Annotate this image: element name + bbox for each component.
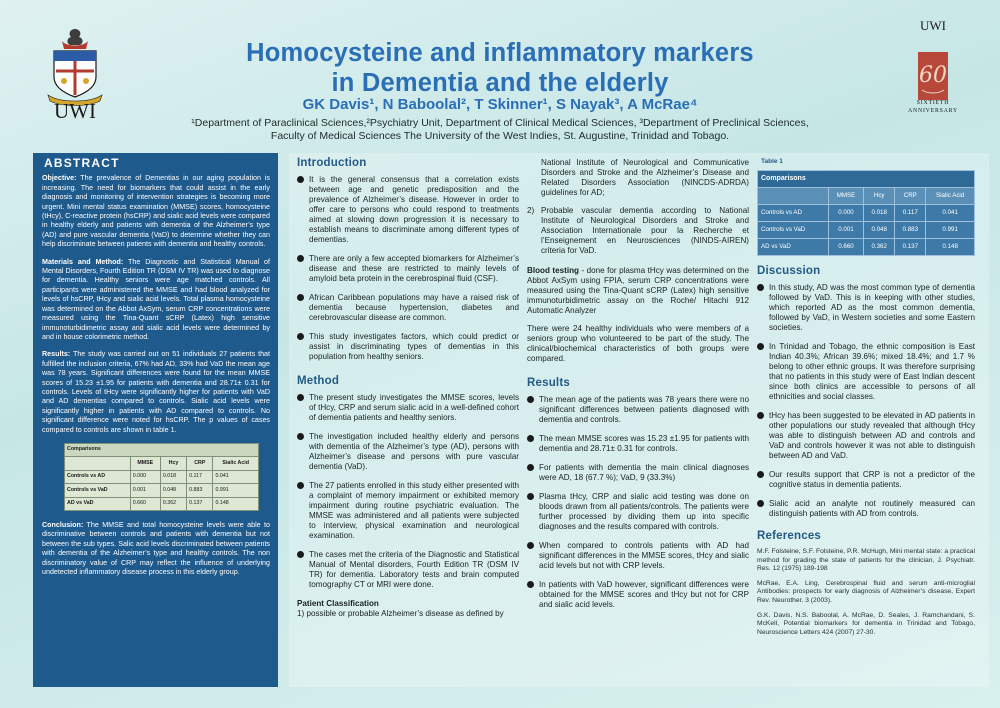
blood-testing-label: Blood testing xyxy=(527,266,579,275)
reference-item: M.F. Folsteine, S.F. Folsteine, P.R. McHugh, Mini mental state: a practical method for grading the state of patients for the clinician, J. Psychiatr. Res. 12 (1975) 189-198 xyxy=(757,548,975,573)
list-item xyxy=(527,541,749,571)
table-header-cell xyxy=(65,457,131,470)
anniversary-label-1: SIXTIETH xyxy=(916,100,950,106)
patient-classification-item-1: 1) possible or probable Alzheimer’s disease as defined by xyxy=(297,609,504,618)
bullet-text: This study investigates factors, which could predict or assist in discriminating types of dementias in this population from healthy seniors. xyxy=(309,332,519,361)
abstract-heading: ABSTRACT xyxy=(44,156,120,170)
bullet-text: tHcy has been suggested to be elevated in AD patients in other populations our study revealed that although tHcy was able to distinguish between AD and controls and VaD and controls however it was not able to distinguish between AD and VaD. xyxy=(769,411,975,460)
conclusion-text: The MMSE and total homocysteine levels were able to discriminative between controls and patients with dementia but not between the sub types. Salic acid levels discriminated between patients with dementia of the Alzheimer’s type and healthy controls. The non discriminatory value of CRP may reflect the influence of underlying undetected inflammatory disease process in this elderly group. xyxy=(42,521,270,577)
bullet-text: The present study investigates the MMSE scores, levels of tHcy, CRP and serum sialic acid in a well-defined cohort of dementia patients and healthy seniors. xyxy=(309,393,519,422)
table-cell: 0.362 xyxy=(160,497,186,510)
item-number: 2) xyxy=(527,206,535,215)
table-cell: 0.660 xyxy=(130,497,160,510)
list-item xyxy=(527,463,749,483)
table-header-cell: Hcy xyxy=(864,188,895,205)
references-heading: References xyxy=(757,530,822,542)
table-header-row xyxy=(758,188,975,205)
table-header-row xyxy=(65,457,259,470)
table-row xyxy=(758,239,975,256)
table-cell: Controls vs VaD xyxy=(65,484,131,497)
bullet-icon xyxy=(297,176,304,183)
table-cell: AD vs VaD xyxy=(65,497,131,510)
bullet-text: Sialic acid an analyte not routinely measured can distinguish patients with AD from controls. xyxy=(769,499,975,518)
classification-continuation: National Institute of Neurological and Communicative Disorders and Stroke and the Alzheimer’s Disease and Related Disorders Association (NINCDS-ADRDA) guidelines for AD; xyxy=(541,158,749,197)
bullet-text: In Trinidad and Tobago, the ethnic composition is East Indian 40.3%; African 39.6%; mixed 18.4%; and 1.7 % belong to other ethnic groups. It was therefore surprising that no patients in this study were of East Indian descent since both clinics are accessible to persons of all ethnicities and social classes. xyxy=(769,342,975,401)
healthy-individuals-paragraph: There were 24 healthy individuals who were members of a seniors group who volunteered to be part of the study. The clinical/biochemical characteristics of both groups were compared. xyxy=(527,324,749,363)
list-item xyxy=(297,332,519,362)
table-cell: 0.362 xyxy=(864,239,895,256)
bullet-icon xyxy=(527,581,534,588)
bullet-icon xyxy=(297,433,304,440)
bullet-text: African Caribbean populations may have a raised risk of dementia because hypertension, diabetes and cerebrovascular disease are common. xyxy=(309,293,519,322)
list-item xyxy=(297,254,519,284)
column-results xyxy=(527,158,749,619)
bullet-icon xyxy=(297,294,304,301)
abstract-methods xyxy=(42,258,270,343)
classification-item-2 xyxy=(527,206,749,256)
list-item xyxy=(297,175,519,245)
bullet-icon xyxy=(297,482,304,489)
table-cell: 0.148 xyxy=(213,497,259,510)
objective-label: Objective: xyxy=(42,174,77,183)
results-heading: Results xyxy=(527,377,570,389)
table-row xyxy=(65,497,259,510)
list-item xyxy=(527,395,749,425)
reference-item: G.K. Davis, N.S. Baboolal, A. McRae, D. Seales, J. Ramchandani, S. McKell, Potential biomarkers for dementia in Trinidad and Tobago, Neuroscience Letters 424 (2007) 27-30. xyxy=(757,611,975,636)
list-item xyxy=(757,470,975,490)
table-header-cell: MMSE xyxy=(828,188,863,205)
bullet-text: The 27 patients enrolled in this study either presented with a complaint of memory impairment or exhibited memory impairment during routine psychiatric evaluation. The MMSE was administered and all patients were subjected to interview, physical examination and neurological examination. xyxy=(309,481,519,540)
bullet-text: The mean MMSE scores was 15.23 ±1.95 for patients with dementia and 28.71± 0.31 for controls. xyxy=(539,434,749,453)
table-cell: 0.660 xyxy=(828,239,863,256)
bullet-icon xyxy=(757,412,764,419)
table-cell: 0.991 xyxy=(213,484,259,497)
bullet-icon xyxy=(297,255,304,262)
table-header-cell: Sialic Acid xyxy=(213,457,259,470)
table-cell: 0.000 xyxy=(828,205,863,222)
methods-label: Materials and Method: xyxy=(42,257,124,266)
affiliation-line2: Faculty of Medical Sciences The University of the West Indies, St. Augustine, Trinidad and Tobago. xyxy=(270,130,730,142)
table-cell: Controls vs AD xyxy=(65,470,131,483)
list-item xyxy=(527,492,749,532)
list-item xyxy=(297,550,519,590)
list-item xyxy=(297,293,519,323)
table-caption: Comparisons xyxy=(758,171,975,188)
table-header-cell: MMSE xyxy=(130,457,160,470)
bullet-icon xyxy=(297,394,304,401)
bullet-text: It is the general consensus that a correlation exists between age and genetic predisposition and the prevalence of Alzheimer’s disease. However in order to offer care to persons who could respond to treatments aimed at slowing down progression it is necessary to establish means to discriminate among different types of dementias. xyxy=(309,175,519,244)
table-cell: 0.001 xyxy=(130,484,160,497)
bullet-text: Plasma tHcy, CRP and sialic acid testing was done on bloods drawn from all patients/controls. The patients were further processed by dividing them up into specific diagnoses and the results compared with controls. xyxy=(539,492,749,531)
bullet-text: When compared to controls patients with AD had significant differences in the MMSE scores, tHcy and sialic acid levels but not with CRP levels. xyxy=(539,541,749,570)
blood-testing-text: - done for plasma tHcy was determined on the Abbot AxSym using FPIA, serum CRP concentrations were measured using the Tina-Quant sCRP (Latex) high sensitive immunoturbidimetric assay on the Roche/ Hitachi 912 Automatic Analyzer xyxy=(527,266,749,315)
table-cell: 0.018 xyxy=(160,470,186,483)
method-heading: Method xyxy=(297,375,340,387)
anniversary-label-2: ANNIVERSARY xyxy=(907,108,959,114)
discussion-heading: Discussion xyxy=(757,265,821,277)
table-cell: 0.991 xyxy=(926,222,975,239)
list-item xyxy=(527,434,749,454)
table-cell: 0.137 xyxy=(187,497,213,510)
bullet-text: In patients with VaD however, significant differences were obtained for the MMSE scores and tHcy but not for CRP and sialic acid levels. xyxy=(539,580,749,609)
table-cell: 0.137 xyxy=(895,239,926,256)
abstract-results xyxy=(42,350,270,435)
table-cell: 0.117 xyxy=(187,470,213,483)
poster-authors: GK Davis¹, N Baboolal², T Skinner¹, S Nayak³, A McRae⁴ xyxy=(302,96,698,113)
bullet-icon xyxy=(297,333,304,340)
list-item xyxy=(757,499,975,519)
poster-header xyxy=(0,0,1000,150)
list-item xyxy=(757,411,975,461)
blood-testing-paragraph xyxy=(527,266,749,316)
table-cell: 0.001 xyxy=(828,222,863,239)
table-header-cell: Sialic Acid xyxy=(926,188,975,205)
list-item xyxy=(297,393,519,423)
bullet-icon xyxy=(757,284,764,291)
patient-classification-heading: Patient Classification xyxy=(297,599,379,608)
table-row xyxy=(758,205,975,222)
bullet-icon xyxy=(757,343,764,350)
introduction-heading: Introduction xyxy=(297,157,367,169)
table-cell: 0.883 xyxy=(895,222,926,239)
table-cell: 0.041 xyxy=(926,205,975,222)
table-header-cell: CRP xyxy=(187,457,213,470)
bullet-text: The mean age of the patients was 78 years there were no significant differences between patients diagnosed with dementia and controls. xyxy=(539,395,749,424)
poster-title-line1: Homocysteine and inflammatory markers xyxy=(246,39,754,67)
uwi-left-logo-text: UWI xyxy=(54,99,96,123)
poster-title-line2: in Dementia and the elderly xyxy=(331,69,669,97)
svg-text:60: 60 xyxy=(919,63,947,88)
table-cell: 0.048 xyxy=(160,484,186,497)
list-item xyxy=(527,580,749,610)
affiliation-line1: ¹Department of Paraclinical Sciences,²Psychiatry Unit, Department of Clinical Medical Sciences, ³Department of Preclinical Sciences, xyxy=(191,117,809,129)
bullet-icon xyxy=(527,493,534,500)
bullet-text: Our results support that CRP is not a predictor of the cognitive status in dementia patients. xyxy=(769,470,975,489)
bullet-icon xyxy=(527,396,534,403)
table-cell: 0.148 xyxy=(926,239,975,256)
table-row xyxy=(65,470,259,483)
abstract-comparison-table xyxy=(64,443,259,511)
table-cell: 0.018 xyxy=(864,205,895,222)
table-cell: AD vs VaD xyxy=(758,239,829,256)
table-row xyxy=(758,222,975,239)
table1 xyxy=(757,170,975,256)
column-intro-method xyxy=(297,158,519,619)
table-cell: Controls vs VaD xyxy=(758,222,829,239)
bullet-icon xyxy=(527,542,534,549)
bullet-text: There are only a few accepted biomarkers for Alzheimer’s disease and these are restricted to mainly levels of amyloid beta protein in the cerebrospinal fluid (CSF). xyxy=(309,254,519,283)
abstract-objective xyxy=(42,174,270,249)
list-item xyxy=(297,432,519,472)
table-header-cell: Hcy xyxy=(160,457,186,470)
item-text: Probable vascular dementia according to National Institute of Neurological Disorders and Stroke and Association Internationale pour la Recherche et l’Enseignement en Neurosciences (NINDS-AIREN) criteria for VaD. xyxy=(541,206,749,255)
table-header-cell: CRP xyxy=(895,188,926,205)
bullet-text: The investigation included healthy elderly and persons with dementia of the Alzheimer’s type (AD), persons with Alzheimer’s disease and persons with pure vascular dementia (VaD). xyxy=(309,432,519,471)
list-item xyxy=(297,481,519,541)
column-discussion xyxy=(757,157,975,643)
objective-text: The prevalence of Dementias in our aging population is increasing. The need for biomarkers that could assist in the early diagnosis and monitoring of intervention strategies is becoming more urgent. Mini mental status examination (MMSE) scores, homocysteine (tHcy), C-reactive protein (hsCRP) and sialic acid levels were compared in healthy elderly and patients with dementia of the Alzheimer’s type (AD) and pure vascular dementia (VaD) to determine whether they can help discriminate between patients with dementia and healthy controls. xyxy=(42,174,270,249)
bullet-text: The cases met the criteria of the Diagnostic and Statistical Manual of Mental disorders, Fourth Edition TR (DSM IV TR) for dementia. Laboratory tests and brain computed tomography CT or MRI were done. xyxy=(309,550,519,589)
results-text: The study was carried out on 51 individuals 27 patients that fulfilled the inclusion criteria, 67% had AD, 33% had VaD the mean age was 78 years. Significant differences were found for the mean MMSE scores of 15.23 ±1.95 for patients with dementia and 28.71± 0.31 for controls. Levels of tHcy were significantly higher for patients with VaD and AD dementias compared to controls. Sialic acid levels were significantly higher in patients with AD compared to controls. No significant difference were noted for hsCRP. The p values of cases compared to controls are shown in table 1. xyxy=(42,350,270,434)
table-cell: 0.117 xyxy=(895,205,926,222)
table-cell: 0.000 xyxy=(130,470,160,483)
table-row xyxy=(65,484,259,497)
bullet-text: In this study, AD was the most common type of dementia followed by VaD. This is in keeping with other studies, which reported AD as the most common dementia, followed by VaD, in Western societies and some Eastern societies. xyxy=(769,283,975,332)
bullet-text: For patients with dementia the main clinical diagnoses were AD, 18 (67.7 %); VaD, 9 (33.3%) xyxy=(539,463,749,482)
bullet-icon xyxy=(527,464,534,471)
bullet-icon xyxy=(297,551,304,558)
table-cell: Controls vs AD xyxy=(758,205,829,222)
table-cell: 0.041 xyxy=(213,470,259,483)
bullet-icon xyxy=(527,435,534,442)
table1-label: Table 1 xyxy=(761,158,783,165)
methods-text: The Diagnostic and Statistical Manual of Mental Disorders, Fourth Edition TR (DSM IV TR) was used to diagnose for dementia. Healthy seniors were age matched controls. All participants were administered the MMSE and had blood analyzed for levels of hsCRP, tHcy and sialic acid levels. Total plasma homocysteine was determined on the Abbot AxSym, serum CRP concentrations were measured using the Tina-Quant sCRP (Latex) high sensitive immunoturbidimetric assay and sialic acid levels were determined by and in house colorimetric method. xyxy=(42,257,270,341)
bullet-icon xyxy=(757,500,764,507)
table-caption: Comparisons xyxy=(65,443,259,456)
list-item xyxy=(757,342,975,402)
table-cell: 0.048 xyxy=(864,222,895,239)
table-header-cell xyxy=(758,188,829,205)
abstract-conclusion xyxy=(42,521,270,577)
reference-item: McRae, E.A. Ling, Cerebrospinal fluid and serum anti-microglial Antibodies: prospects for early diagnosis of Alzheimer’s disease, Expert Rev. Neurother. 3 (2003). xyxy=(757,579,975,604)
uwi-right-logo-text: UWI xyxy=(920,18,946,33)
abstract-panel xyxy=(33,153,278,687)
conclusion-label: Conclusion: xyxy=(42,521,84,529)
list-item xyxy=(757,283,975,333)
bullet-icon xyxy=(757,471,764,478)
table-cell: 0.883 xyxy=(187,484,213,497)
results-label: Results: xyxy=(42,350,71,359)
